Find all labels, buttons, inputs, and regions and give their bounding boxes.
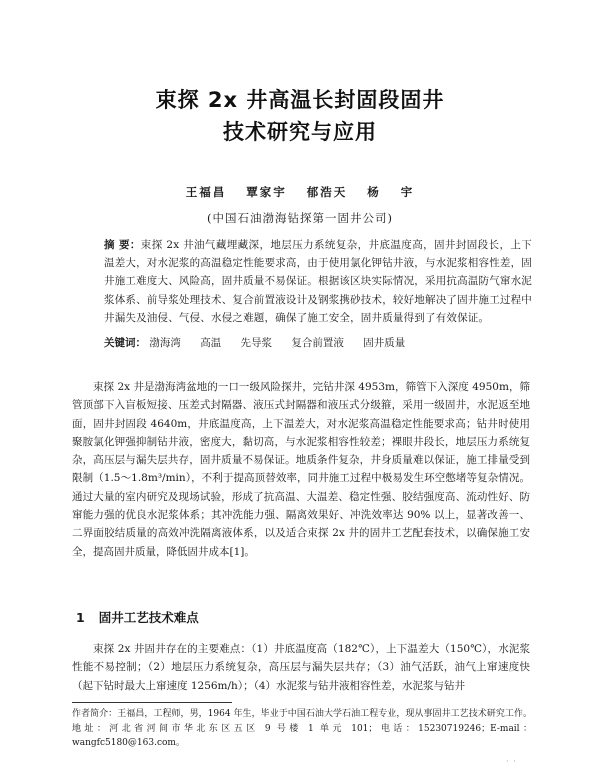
footnote-divider (72, 702, 232, 703)
keywords (104, 334, 532, 352)
affiliation: (中国石油渤海钻探第一固井公司) (207, 211, 393, 225)
paper-title-line-2: 技术研究与应用 (223, 120, 377, 144)
intro-paragraph: 束探 2x 井是渤海湾盆地的一口一级风险探井，完钻井深 4953m，筛管下入深度 4950m，筛管顶部下入盲板短接、压差式封隔器、液压式封隔器和液压式分级箍，采用一级固井，水泥返至地面，固井封固段 4640m，井底温度高，上下温差大，对水泥浆高温稳定性能要求高；钻井时使用聚胺氯化钾强抑制钻井液，密度大，黏切高，与水泥浆相容性较差；裸眼井段长，地层压力系统复杂，高压层与漏失层共存，固井质量不易保证。地质条件复杂，井身质量难以保证，施工排量受到限制（1.5～1.8m³/min），不利于提高顶替效率，同井施工过程中极易发生环空憋堵等复杂情况。通过大量的室内研究及现场试验，形成了抗高温、大温差、稳定性强、胶结强度高、流动性好、防窜能力强的优良水泥浆体系；其冲洗能力强、隔离效果好、冲洗效率达 90% 以上，显著改善一、二界面胶结质量的高效冲洗隔离液体系，以及适合束探 2x 井的固井工艺配套技术，以确保施工安全，提高固井质量，降低固井成本[1]。 (72, 381, 530, 558)
abstract (104, 236, 532, 327)
section-number: 1 (76, 610, 85, 625)
author-list: 王福昌 覃家宇 郁浩天 杨 宇 (185, 185, 415, 199)
paper-title-line-1: 束探 2x 井高温长封固段固井 (155, 88, 445, 112)
author-footnote: 作者简介：王福昌，工程师，男，1964 年生，毕业于中国石油大学石油工程专业，现从事固井工艺技术研究工作。地址：河北省河间市华北东区五区 9 号楼 1 单元 101；电话：15230719246；E-mail：wangfc5180@163.com。 (72, 709, 532, 748)
keyword: 渤海湾 (149, 337, 181, 349)
section-heading (76, 608, 199, 626)
section-title: 固井工艺技术难点 (98, 610, 199, 625)
keywords-label: 关键词： (104, 337, 146, 349)
section-paragraph: 束探 2x 井固井存在的主要难点：（1）井底温度高（182℃），上下温差大（150℃），水泥浆性能不易控制；（2）地层压力系统复杂，高压层与漏失层共存；（3）油气活跃，油气上窜速度快（起下钻时最大上窜速度 1256m/h）；（4）水泥浆与钻井液相容性差，水泥浆与钻井 (72, 643, 530, 692)
abstract-text: 束探 2x 井油气藏埋藏深，地层压力系统复杂，井底温度高，固井封固段长，上下温差大，对水泥浆的高温稳定性能要求高，由于使用氯化钾钻井液，与水泥浆相容性差，固井施工难度大、风险高，固井质量不易保证。根据该区块实际情况，采用抗高温防气窜水泥浆体系、前导浆处理技术、复合前置液设计及钢浆携砂技术，较好地解决了固井施工过程中井漏失及油侵、气侵、水侵之难题，确保了施工安全，固井质量得到了有效保证。 (104, 239, 532, 324)
keyword: 先导浆 (240, 337, 273, 349)
keyword: 复合前置液 (291, 337, 344, 349)
keyword: 高温 (200, 337, 222, 349)
page-mark: · · (506, 757, 517, 766)
abstract-label: 摘 要： (104, 239, 141, 251)
keyword: 固井质量 (363, 337, 406, 349)
